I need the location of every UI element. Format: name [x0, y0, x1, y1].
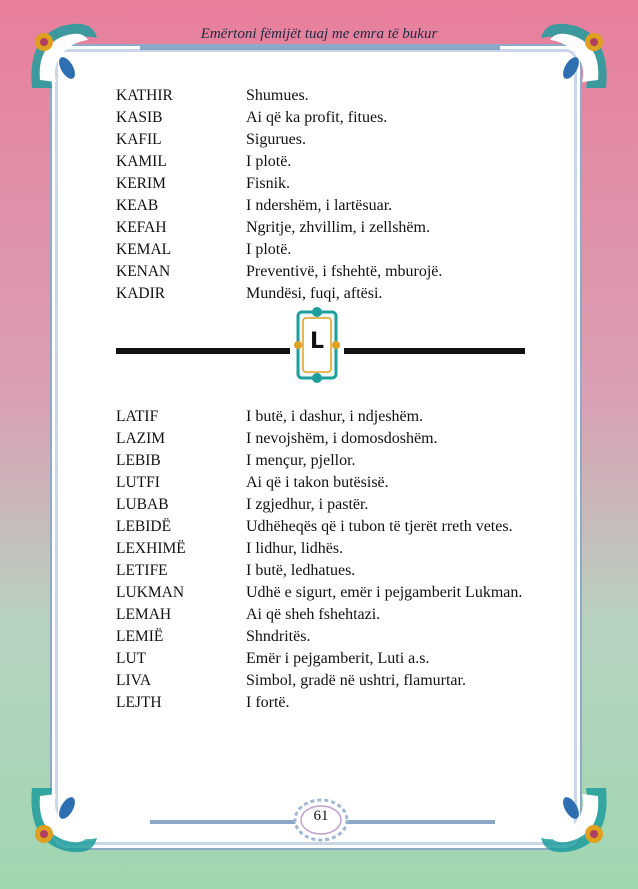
entry-name: LUKMAN: [116, 584, 185, 601]
floral-corner-icon: [536, 18, 616, 98]
entry-meaning: Ai që sheh fshehtazi.: [246, 606, 381, 623]
name-entry: [116, 283, 536, 305]
name-entry: [116, 129, 536, 151]
name-entry: [116, 560, 536, 582]
entry-name: LUT: [116, 650, 147, 667]
entry-meaning: Mundësi, fuqi, aftësi.: [246, 285, 383, 302]
entry-meaning: Simbol, gradë në ushtri, flamurtar.: [246, 672, 466, 689]
entry-meaning: Ai që ka profit, fitues.: [246, 109, 388, 126]
entry-name: LEMAH: [116, 606, 172, 623]
entry-meaning: I plotë.: [246, 153, 292, 170]
name-entry: [116, 626, 536, 648]
name-entry: [116, 239, 536, 261]
entry-meaning: I fortë.: [246, 694, 290, 711]
entry-name: LEJTH: [116, 694, 162, 711]
entry-name: LUTFI: [116, 474, 160, 491]
page-number: 61: [313, 808, 329, 824]
entry-meaning: I ndershëm, i lartësuar.: [246, 197, 393, 214]
section-divider-left: [116, 348, 290, 354]
name-entry: [116, 670, 536, 692]
entry-name: KASIB: [116, 109, 163, 126]
entry-meaning: I butë, i dashur, i ndjeshëm.: [246, 408, 424, 425]
floral-wreath-icon: [292, 796, 350, 844]
entry-name: KENAN: [116, 263, 171, 280]
name-entry: [116, 428, 536, 450]
entry-meaning: Udhëheqës që i tubon të tjerët rreth vetes.: [246, 518, 513, 535]
name-entry: [116, 582, 536, 604]
entry-name: KEAB: [116, 197, 159, 214]
entry-name: KEMAL: [116, 241, 172, 258]
entry-name: KAFIL: [116, 131, 162, 148]
name-entry: [116, 604, 536, 626]
entry-meaning: I lidhur, lidhës.: [246, 540, 344, 557]
entry-meaning: Ai që i takon butësisë.: [246, 474, 389, 491]
name-entry: [116, 85, 536, 107]
entry-meaning: Sigurues.: [246, 131, 306, 148]
entry-meaning: Shumues.: [246, 87, 309, 104]
entry-meaning: I plotë.: [246, 241, 292, 258]
name-entry: [116, 494, 536, 516]
name-entry: [116, 648, 536, 670]
entry-name: KEFAH: [116, 219, 167, 236]
entry-meaning: Preventivë, i fshehtë, mburojë.: [246, 263, 443, 280]
floral-corner-icon: [536, 778, 616, 858]
entry-meaning: I butë, ledhatues.: [246, 562, 356, 579]
entry-meaning: I nevojshëm, i domosdoshëm.: [246, 430, 438, 447]
name-entry: [116, 406, 536, 428]
name-entry: [116, 450, 536, 472]
names-list-k: [116, 85, 536, 305]
entry-name: KAMIL: [116, 153, 167, 170]
entry-meaning: I zgjedhur, i pastër.: [246, 496, 369, 513]
entry-name: LEMIË: [116, 628, 164, 645]
name-entry: [116, 107, 536, 129]
letter-frame-icon: [292, 306, 342, 384]
entry-meaning: Udhë e sigurt, emër i pejgamberit Lukman.: [246, 584, 523, 601]
entry-name: LIVA: [116, 672, 152, 689]
name-entry: [116, 538, 536, 560]
name-entry: [116, 217, 536, 239]
name-entry: [116, 195, 536, 217]
entry-meaning: Shndritës.: [246, 628, 311, 645]
entry-name: KATHIR: [116, 87, 173, 104]
entry-name: LEBIB: [116, 452, 161, 469]
page-header: Emërtoni fëmijët tuaj me emra të bukur: [200, 26, 438, 42]
name-entry: [116, 692, 536, 714]
name-entry: [116, 472, 536, 494]
entry-name: LATIF: [116, 408, 159, 425]
name-entry: [116, 173, 536, 195]
top-rule: [140, 46, 500, 50]
section-divider-right: [344, 348, 525, 354]
name-entry: [116, 151, 536, 173]
entry-name: LAZIM: [116, 430, 166, 447]
floral-corner-icon: [22, 18, 102, 98]
entry-name: KERIM: [116, 175, 166, 192]
name-entry: [116, 261, 536, 283]
name-entry: [116, 516, 536, 538]
entry-name: LUBAB: [116, 496, 169, 513]
entry-name: LEBIDË: [116, 518, 172, 535]
entry-meaning: Ngritje, zhvillim, i zellshëm.: [246, 219, 430, 236]
floral-corner-icon: [22, 778, 102, 858]
section-letter: L: [309, 329, 325, 354]
entry-meaning: I mençur, pjellor.: [246, 452, 356, 469]
entry-name: LEXHIMË: [116, 540, 186, 557]
entry-meaning: Fisnik.: [246, 175, 291, 192]
entry-name: KADIR: [116, 285, 166, 302]
entry-meaning: Emër i pejgamberit, Luti a.s.: [246, 650, 430, 667]
names-list-l: [116, 406, 536, 714]
entry-name: LETIFE: [116, 562, 168, 579]
